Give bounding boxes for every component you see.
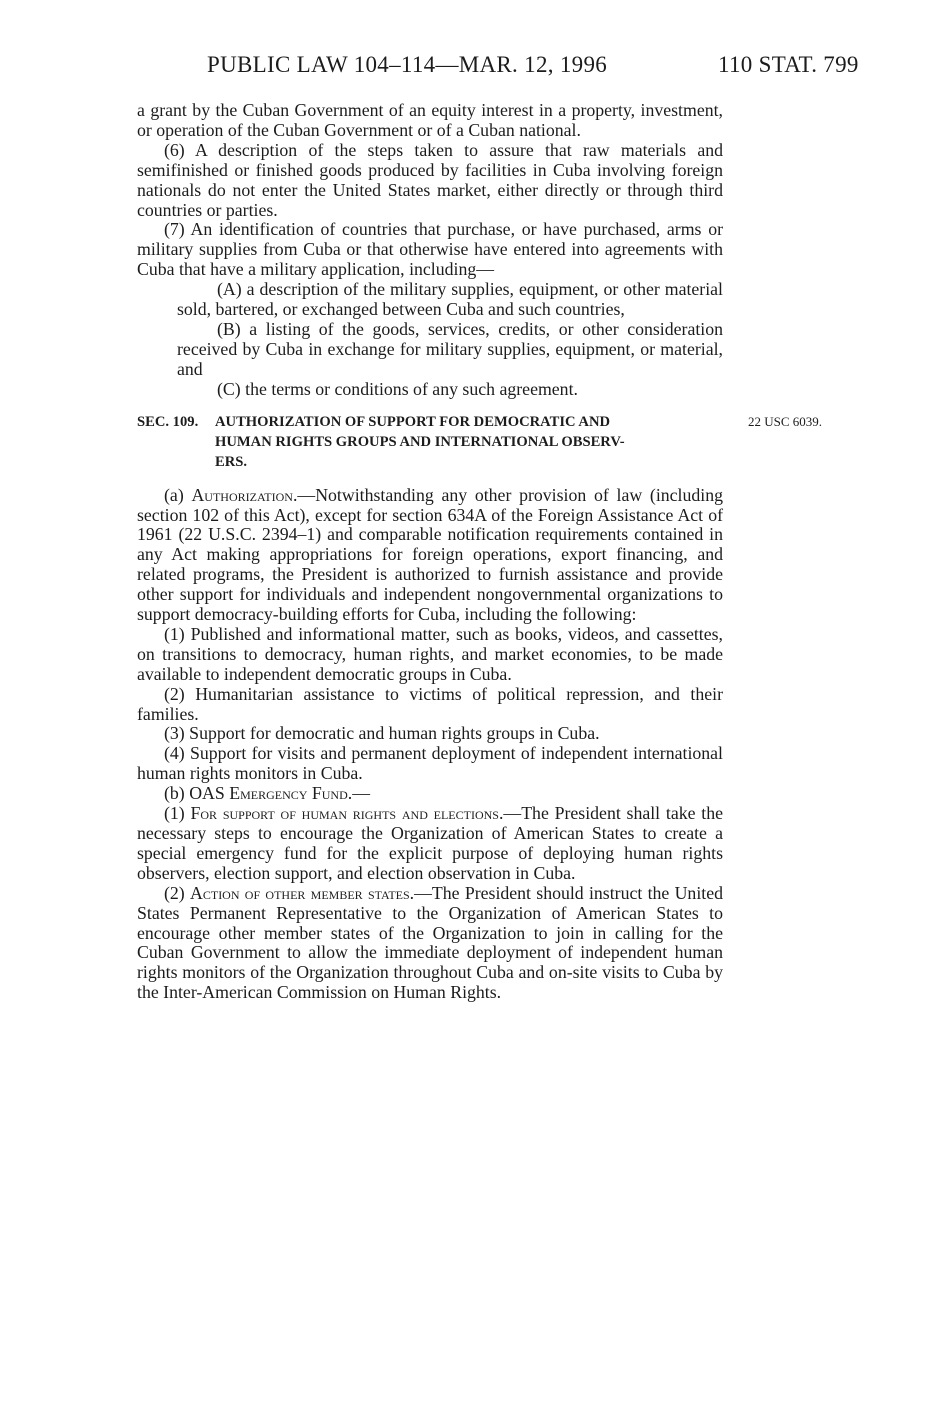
subsection-b-para-1: (1) For support of human rights and elections.—The President shall take the necessary steps to encourage the Organization of American States to create a special emergency fund for the explicit purpose of deploying human rights observers, election support, and election observation in Cuba. bbox=[137, 803, 723, 883]
paragraph-continuation: a grant by the Cuban Government of an equity interest in a property, investment, or operation of the Cuban Government or of a Cuban national. bbox=[137, 100, 723, 140]
subsection-a-item-1: (1) Published and informational matter, such as books, videos, and cassettes, on transitions to democracy, human rights, and market economies, to be made available to independent democratic groups in Cuba. bbox=[137, 623, 723, 684]
paragraph-6: (6) A description of the steps taken to assure that raw materials and semifinished or finished goods produced by facilities in Cuba involving foreign nationals do not enter the United States market, either directly or through third countries or parties. bbox=[137, 139, 723, 220]
page-number: 110 STAT. 799 bbox=[718, 52, 859, 77]
subparagraph-b: (B) a listing of the goods, services, credits, or other consideration received by Cuba in exchange for military supplies, equipment, or material, and bbox=[177, 318, 723, 379]
subsection-a-item-4: (4) Support for visits and permanent deployment of independent international human rights monitors in Cuba. bbox=[137, 743, 723, 784]
section-title-line1: AUTHORIZATION OF SUPPORT FOR DEMOCRATIC AND bbox=[215, 413, 611, 430]
section-number: SEC. 109. bbox=[137, 413, 199, 430]
page-header bbox=[0, 52, 940, 86]
page-body bbox=[137, 100, 823, 1003]
subsection-b-heading: OAS Emergency Fund. bbox=[189, 783, 353, 804]
subsection-a-heading: Authorization. bbox=[191, 484, 298, 505]
subsection-a-item-3: (3) Support for democratic and human rights groups in Cuba. bbox=[164, 723, 600, 744]
subsection-a-item-2: (2) Humanitarian assistance to victims of political repression, and their families. bbox=[137, 683, 723, 724]
section-title-line2: HUMAN RIGHTS GROUPS AND INTERNATIONAL OBSERV- bbox=[215, 433, 625, 450]
subsection-b-para-2: (2) Action of other member states.—The President should instruct the United States Permanent Representative to the Organization of American States to encourage other member states of the Organization to join in calling for the Cuban Government to allow the immediate deployment of independent human rights monitors of the Organization throughout Cuba and on-site visits to Cuba by the Inter-American Commission on Human Rights. bbox=[137, 882, 723, 1003]
subsection-b: (b) OAS Emergency Fund.— bbox=[164, 783, 370, 804]
running-head: PUBLIC LAW 104–114—MAR. 12, 1996 bbox=[207, 52, 608, 77]
section-heading bbox=[137, 412, 823, 472]
section-title-line3: ERS. bbox=[215, 453, 248, 470]
paragraph-7: (7) An identification of countries that purchase, or have purchased, arms or military supplies from Cuba or that otherwise have entered into agreements with Cuba that have a military application, including— bbox=[137, 219, 723, 280]
subsection-b-para-2-heading: Action of other member states. bbox=[190, 882, 415, 903]
subsection-a: (a) Authorization.—Notwithstanding any other provision of law (including section 102 of this Act), except for section 634A of the Foreign Assistance Act of 1961 (22 U.S.C. 2394–1) and comparable notification requirements contained in any Act making appropriations for foreign operations, export financing, and related programs, the President is authorized to furnish assistance and provide other support for individuals and independent nongovernmental organizations to support democracy-building efforts for Cuba, including the following: bbox=[137, 484, 723, 625]
subparagraph-c: (C) the terms or conditions of any such agreement. bbox=[217, 378, 578, 399]
subsection-b-para-1-heading: For support of human rights and elections. bbox=[190, 803, 504, 824]
usc-margin-note: 22 USC 6039. bbox=[748, 413, 823, 429]
subparagraph-a: (A) a description of the military supplies, equipment, or other material sold, bartered, or exchanged between Cuba and such countries, bbox=[177, 279, 723, 320]
